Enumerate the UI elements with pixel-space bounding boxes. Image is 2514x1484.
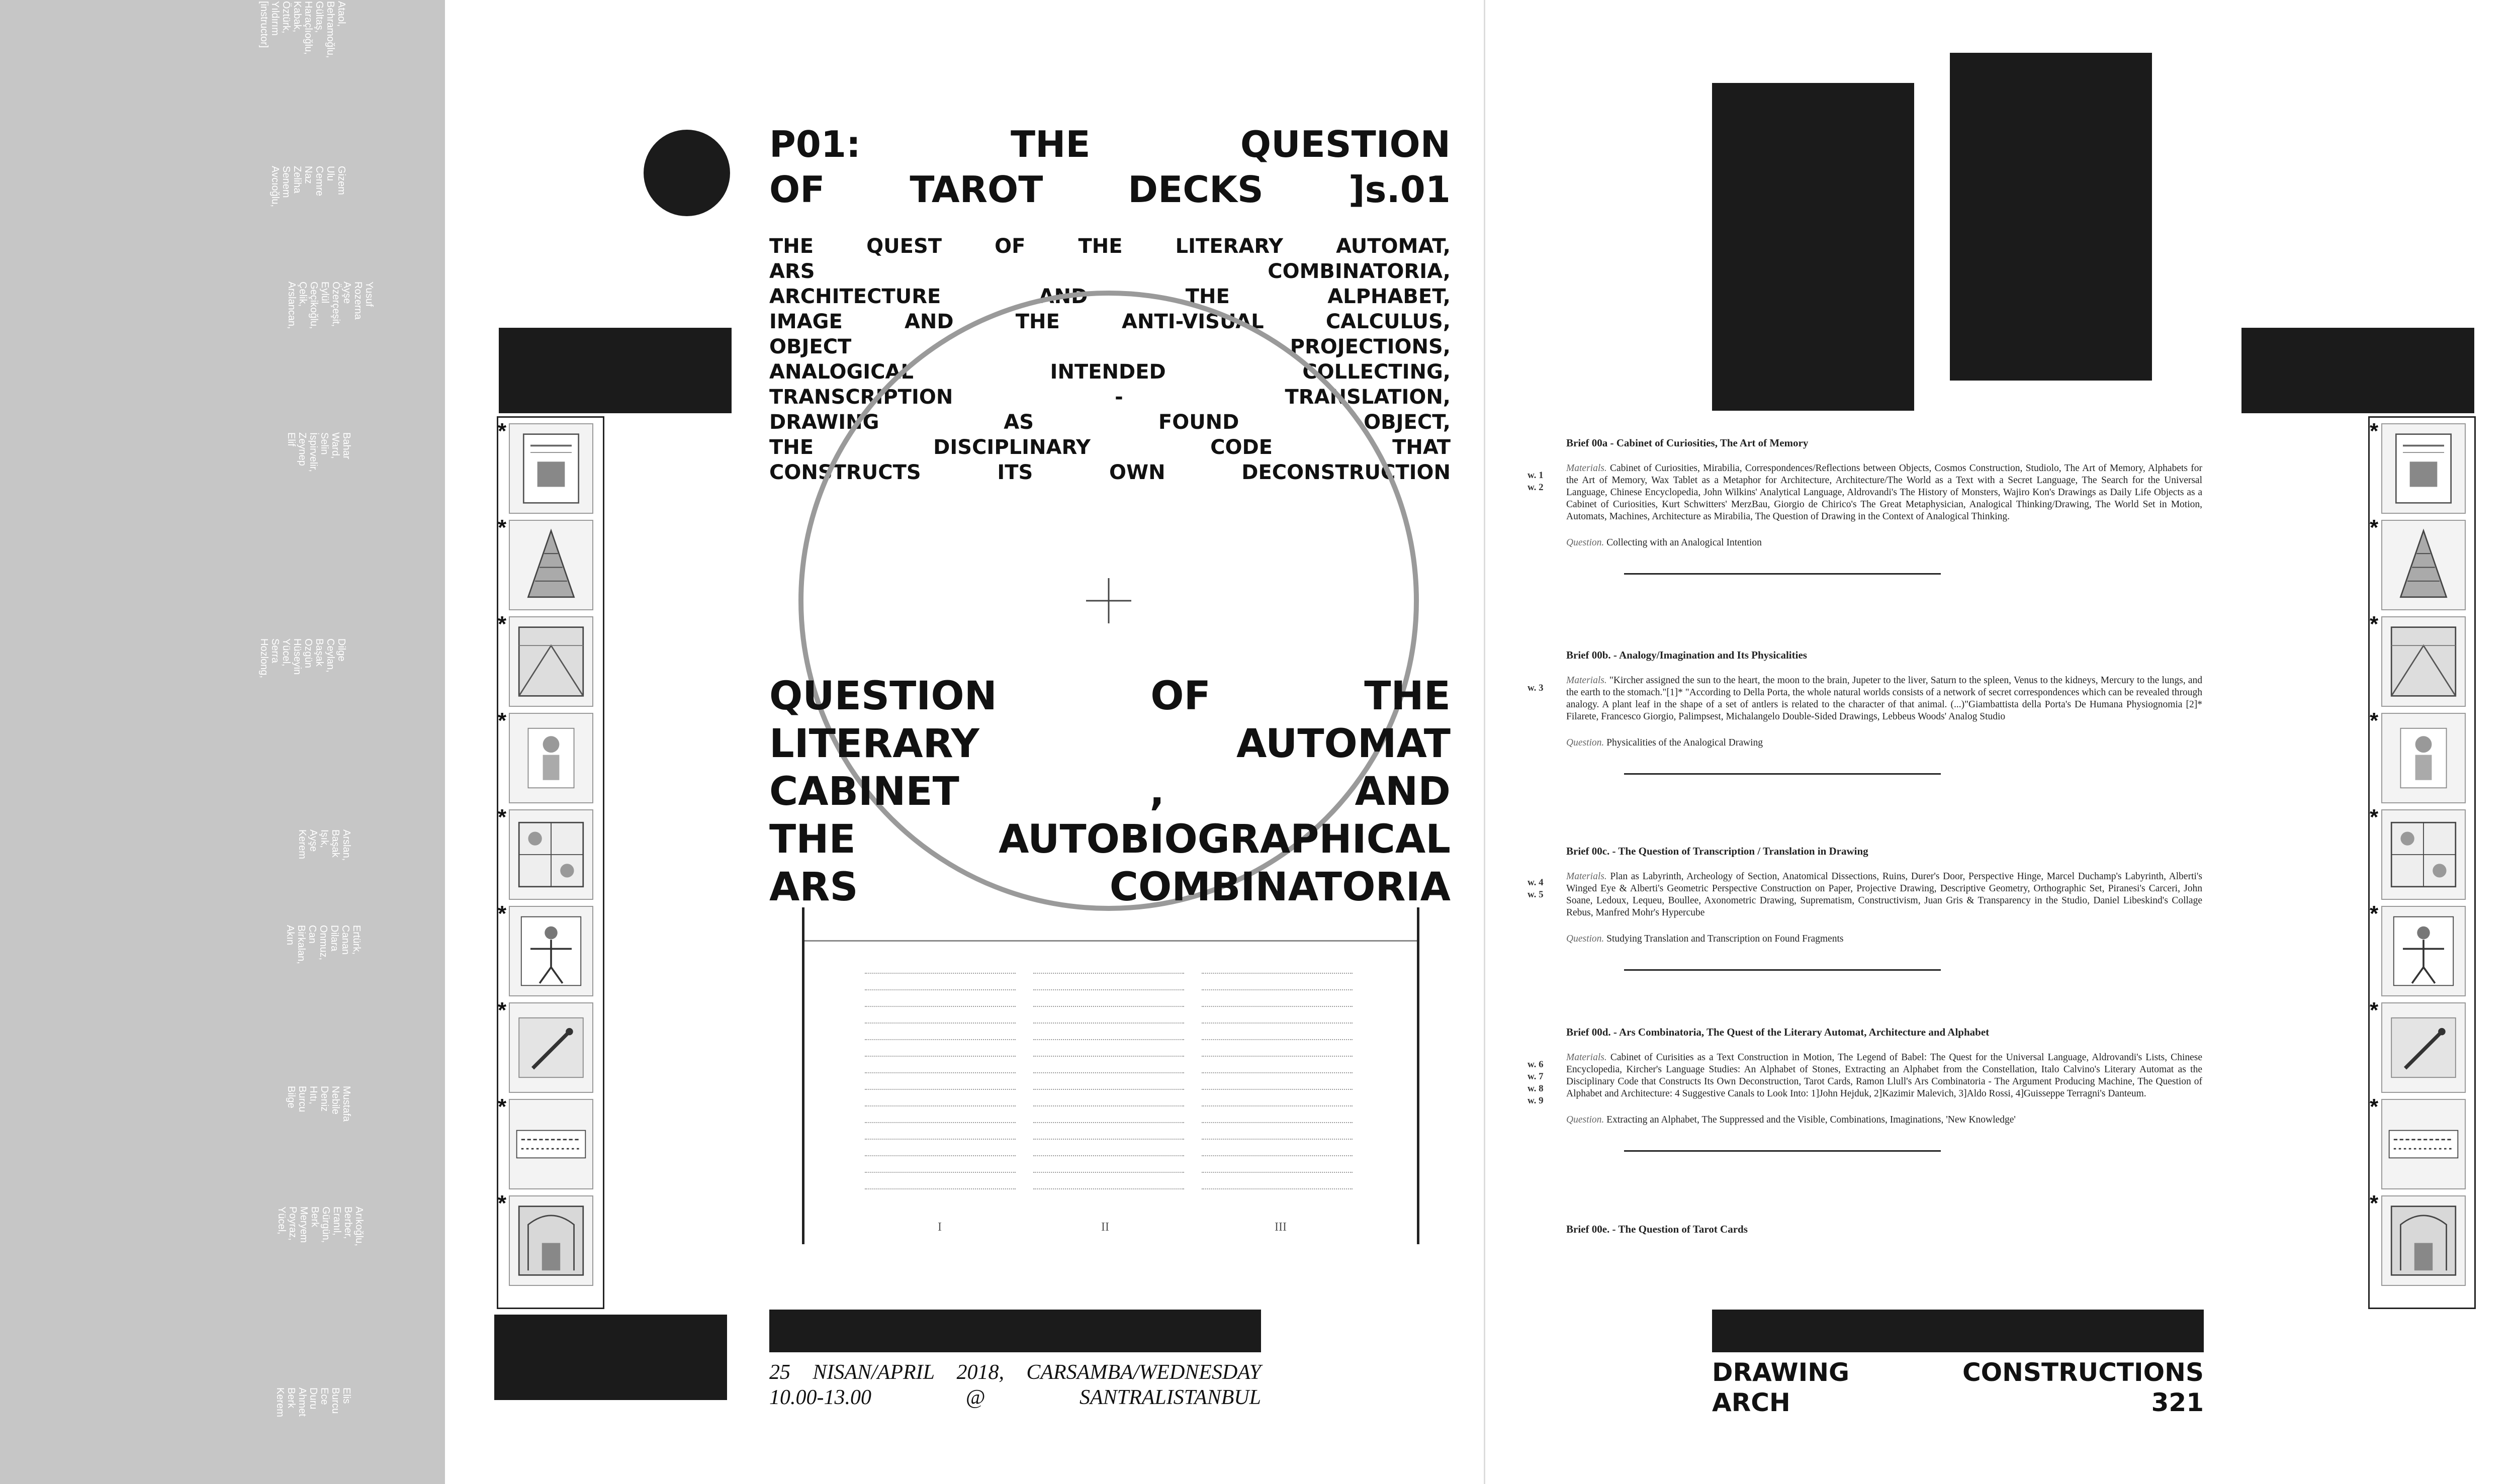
table-row-line [1202, 1188, 1353, 1189]
subtitle-line: THE DISCIPLINARY CODE THAT [769, 436, 1451, 459]
alphabet-strip-icon [509, 1099, 593, 1189]
student-names: Bahar Ward, Selin İspirvelir, Zeynep Elif [286, 432, 352, 472]
subtitle-line: ARCHITECTURE AND THE ALPHABET, [769, 285, 1451, 308]
student-names: Elis Burcu Ece Duru Ahmet Berk Kerem [275, 1387, 352, 1417]
student-names: Arslan, Başak Işık, Ayşe Kerem [297, 829, 352, 861]
table-row-line [865, 1039, 1016, 1040]
brief-divider [1624, 1150, 1941, 1152]
column-label: II [1101, 1221, 1109, 1234]
asterisk-icon: * [2370, 612, 2379, 636]
alphabet-strip-icon [2381, 1099, 2466, 1189]
brief-title: Brief 00d. - Ars Combinatoria, The Quest of the Literary Automat, Architecture and Alphabet [1566, 1026, 1990, 1038]
question-line: THE AUTOBIOGRAPHICAL [769, 817, 1451, 862]
table-row-line [1033, 1089, 1184, 1090]
table-row-line [1033, 1006, 1184, 1007]
table-row-line [1202, 1089, 1353, 1090]
asterisk-icon: * [498, 515, 507, 540]
table-row-line [1202, 1105, 1353, 1106]
tower-of-babel-icon [2381, 520, 2466, 610]
asterisk-icon: * [2370, 515, 2379, 540]
asterisk-icon: * [2370, 998, 2379, 1023]
schedule-table [802, 907, 1419, 1244]
date-line: 25 NISAN/APRIL 2018, CARSAMBA/WEDNESDAY [769, 1361, 1261, 1384]
brief-materials: Materials. Plan as Labyrinth, Archeology of Section, Anatomical Dissections, Ruins, Durer's Door, Perspective Hinge, Marcel Duchamp's Labyrinth, Alberti's Winged Eye & Alberti's Geometric Perspective Construction on Paper, Projective Drawing, Descriptive Geometry, Orthographic Set, Piranesi's Carceri, John Soane, Ledoux, Lequeu, Boullee, Axonometric Drawing, Suprematism, Constructivism, Juan Gris & Transparency in the Studio, Daniel Libeskind's Collage Rebus, Manfred Mohr's Hypercube [1566, 871, 2203, 918]
student-names: Gizem Ulu Cemre Naz Zeliha Senem Avcıoğlu, [270, 166, 347, 207]
table-row-line [1202, 1006, 1353, 1007]
week-labels: w. 3 [1528, 683, 1544, 693]
table-row-line [1033, 1155, 1184, 1156]
table-row-line [865, 1023, 1016, 1024]
table-top-rule [804, 940, 1417, 942]
grid-plate-icon [509, 809, 593, 900]
week-labels: w. 6 w. 7 w. 8 w. 9 [1528, 1059, 1544, 1106]
student-names: Ataol, Behramoğlu, Gültaş, Haraçlıoğlu, Kabak, Öztürk, Yıldırım [instructor] [258, 1, 347, 58]
ornate-plate-icon [509, 1195, 593, 1286]
table-row-line [1033, 973, 1184, 974]
student-names: Dilge Ceylan, Başak Ozgün Hüseyin Yücel, Serra Hozlong, [258, 638, 347, 678]
table-row-line [1202, 1122, 1353, 1123]
table-row-line [1033, 989, 1184, 990]
brief-question: Question. Collecting with an Analogical Intention [1566, 537, 1762, 548]
brief-divider [1624, 573, 1941, 575]
course-title: DRAWING CONSTRUCTIONS [1712, 1358, 2204, 1387]
vitruvian-figure-icon [509, 906, 593, 996]
table-row-line [1202, 1039, 1353, 1040]
brief-materials: Materials. Cabinet of Curisities as a Text Construction in Motion, The Legend of Babel: The Quest for the Universal Language, Aldrovandi's Lists, Chinese Encyclopedia, Kircher's Language Studies: An Alphabet of Stones, Extracting an Alphabet from the Constellation, Italo Calvino's Literary Automat as the Disciplinary Code that Constructs Its Own Deconstruction, Tarot Cards, Ramon Llull's Ars Combinatoria - The Argument Producing Machine, The Question of Alphabet and Architecture: 4 Suggestive Canals to Look Into: 1]John Hejduk, 2]Kazimir Malevich, 3]Aldo Rossi, 4]Guisseppe Terragni's Danteum. [1566, 1052, 2203, 1099]
page-fold [1484, 0, 1485, 1484]
subtitle-line: OBJECT PROJECTIONS, [769, 335, 1451, 358]
brief-materials: Materials. Cabinet of Curiosities, Mirabilia, Correspondences/Reflections between Objects, Cosmos Construction, Studiolo, The Art of Memory, Alphabets for the Art of Memory, Wax Tablet as a Metaphor for Architecture, Architecture/The World as a Text with a Secret Language, The Search for the Universal Language, Chinese Encyclopedia, John Wilkins' Analytical Language, Aldrovandi's The History of Monsters, Wajiro Kon's Drawings as Daily Life Objects as a Cabinet of Curiosities, Kurt Schwitters' MerzBau, Giorgio de Chirico's The Great Metaphysician, Analogical Thinking/Drawing, The World Set in Motion, Automats, Machines, Architecture as Mirabilia, The Question of Drawing in the Context of Analogical Thinking. [1566, 463, 2203, 522]
brief-title: Brief 00e. - The Question of Tarot Cards [1566, 1223, 1748, 1235]
tower-of-babel-icon [509, 520, 593, 610]
table-row-line [865, 1006, 1016, 1007]
brief-divider [1624, 969, 1941, 971]
table-row-line [865, 1122, 1016, 1123]
drawing-tool-icon [2381, 1002, 2466, 1093]
table-row-line [1202, 1139, 1353, 1140]
asterisk-icon: * [498, 612, 507, 636]
table-row-line [1033, 1122, 1184, 1123]
brief-title: Brief 00c. - The Question of Transcription / Translation in Drawing [1566, 845, 1868, 857]
page-title-line-2: OF TAROT DECKS ]s.01 [769, 168, 1451, 211]
asterisk-icon: * [498, 419, 507, 443]
student-names: Yusuf Rozerna Ayşe Özerçeşit, Eylül Geçikoğlu, Çelik, Arslancan, [286, 282, 375, 329]
engraving-icon [2381, 616, 2466, 707]
week-labels: w. 1 w. 2 [1528, 470, 1544, 493]
asterisk-icon: * [2370, 805, 2379, 829]
black-block [1712, 83, 1914, 411]
black-block [1950, 53, 2152, 381]
asterisk-icon: * [2370, 1094, 2379, 1119]
table-row-line [865, 1139, 1016, 1140]
black-block [494, 1315, 727, 1400]
subtitle-line: TRANSCRIPTION - TRANSLATION, [769, 386, 1451, 409]
table-row-line [1033, 1188, 1184, 1189]
asterisk-icon: * [2370, 1191, 2379, 1216]
table-row-line [865, 1188, 1016, 1189]
figure-icon [2381, 713, 2466, 803]
table-row-line [1202, 1155, 1353, 1156]
asterisk-icon: * [498, 805, 507, 829]
left-name-strip [0, 0, 445, 1484]
table-row-line [865, 973, 1016, 974]
table-row-line [1033, 1039, 1184, 1040]
black-block [2241, 328, 2474, 413]
title-dot [644, 130, 730, 216]
question-line: ARS COMBINATORIA [769, 865, 1451, 910]
subtitle-line: IMAGE AND THE ANTI-VISUAL CALCULUS, [769, 310, 1451, 333]
book-cover-icon [2381, 423, 2466, 514]
subtitle-line: THE QUEST OF THE LITERARY AUTOMAT, [769, 235, 1451, 258]
brief-00a [1566, 436, 2202, 575]
asterisk-icon: * [2370, 901, 2379, 926]
table-row-line [1202, 1172, 1353, 1173]
brief-materials: Materials. "Kircher assigned the sun to the heart, the moon to the brain, Jupeter to the liver, Saturn to the spleen, Venus to the kidneys, Mercury to the lungs, and the earth to the stomach."[1]* "According to Della Porta, the whole natural worlds consists of a network of secret correspondences which can be revealed through analogy. A plant leaf in the shape of a set of antlers is related to the character of that animal. (...)"Giambattista della Porta's De Humana Physiognomia [2]* Filarete, Francesco Giorgio, Palimpsest, Michalangelo Double-Sided Drawings, Lebbeus Woods' Analog Studio [1566, 675, 2203, 722]
question-block [769, 673, 1451, 911]
asterisk-icon: * [498, 1191, 507, 1216]
table-row-line [865, 1105, 1016, 1106]
subtitle-line: ANALOGICAL INTENDED COLLECTING, [769, 360, 1451, 384]
asterisk-icon: * [498, 998, 507, 1023]
question-line: QUESTION OF THE [769, 674, 1451, 719]
subtitle-line: CONSTRUCTS ITS OWN DECONSTRUCTION [769, 461, 1451, 484]
table-row-line [1033, 1105, 1184, 1106]
brief-00e [1566, 1223, 2202, 1249]
asterisk-icon: * [498, 708, 507, 733]
table-row-line [1202, 973, 1353, 974]
table-row-line [1202, 1023, 1353, 1024]
table-row-line [1033, 1056, 1184, 1057]
table-row-line [1033, 1139, 1184, 1140]
black-block [1712, 1310, 2204, 1352]
table-row-line [865, 1056, 1016, 1057]
table-row-line [865, 1072, 1016, 1073]
asterisk-icon: * [2370, 419, 2379, 443]
brief-question: Question. Extracting an Alphabet, The Suppressed and the Visible, Combinations, Imaginations, 'New Knowledge' [1566, 1115, 2016, 1125]
black-block [499, 328, 732, 413]
drawing-tool-icon [509, 1002, 593, 1093]
brief-question: Question. Physicalities of the Analogical Drawing [1566, 737, 1763, 748]
grid-plate-icon [2381, 809, 2466, 900]
student-names: Ertürk, Canan Dilara Onmuz, Can Birkalan, Akın [285, 925, 362, 964]
subtitle-line: DRAWING AS FOUND OBJECT, [769, 411, 1451, 434]
table-row-line [865, 989, 1016, 990]
course-code: ARCH 321 [1712, 1388, 2204, 1417]
student-names: Arıkoğlu, Berber, Eranıl, Gürgün, Berk Meryem Poyraz, Yücel, [276, 1207, 365, 1246]
vitruvian-figure-icon [2381, 906, 2466, 996]
table-row-line [1202, 989, 1353, 990]
table-row-line [1033, 1172, 1184, 1173]
ornate-plate-icon [2381, 1195, 2466, 1286]
table-row-line [865, 1089, 1016, 1090]
table-row-line [865, 1172, 1016, 1173]
brief-00d [1566, 1026, 2202, 1152]
table-row-line [865, 1155, 1016, 1156]
brief-00b [1566, 648, 2202, 775]
page-title-line-1: P01: THE QUESTION [769, 123, 1451, 165]
book-cover-icon [509, 423, 593, 514]
engraving-icon [509, 616, 593, 707]
brief-00c [1566, 845, 2202, 971]
student-names: Mustafa Nebile Deniz Hıtı, Burcu Bilge [286, 1086, 352, 1122]
column-label: I [938, 1221, 942, 1234]
table-row-line [1202, 1072, 1353, 1073]
black-block [769, 1310, 1261, 1352]
asterisk-icon: * [498, 901, 507, 926]
column-label: III [1275, 1221, 1287, 1234]
brief-title: Brief 00a - Cabinet of Curiosities, The Art of Memory [1566, 437, 1809, 449]
asterisk-icon: * [2370, 708, 2379, 733]
time-line: 10.00-13.00 @ SANTRALISTANBUL [769, 1386, 1261, 1409]
question-line: CABINET , AND [769, 769, 1451, 814]
table-row-line [1202, 1056, 1353, 1057]
brief-title: Brief 00b. - Analogy/Imagination and Its Physicalities [1566, 649, 1807, 661]
table-row-line [1033, 1023, 1184, 1024]
brief-question: Question. Studying Translation and Transcription on Found Fragments [1566, 934, 1844, 944]
subtitle-line: ARS COMBINATORIA, [769, 260, 1451, 283]
question-line: LITERARY AUTOMAT [769, 721, 1451, 767]
week-labels: w. 4 w. 5 [1528, 877, 1544, 900]
table-row-line [1033, 1072, 1184, 1073]
brief-divider [1624, 773, 1941, 775]
figure-icon [509, 713, 593, 803]
asterisk-icon: * [498, 1094, 507, 1119]
